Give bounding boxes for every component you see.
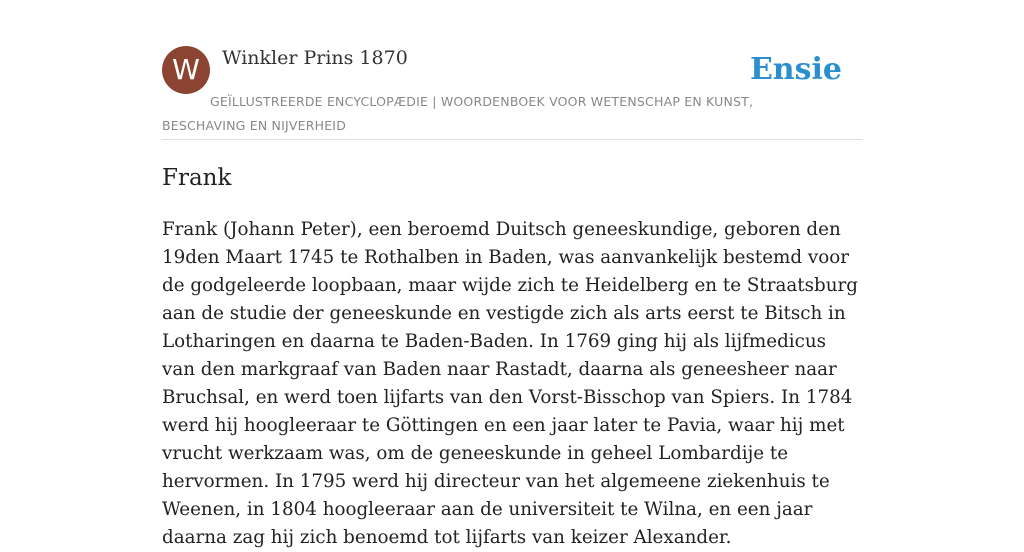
entry-body: Frank (Johann Peter), een beroemd Duitsch geneeskundige, geboren den 19den Maart 1745 te Rothalben in Baden, was aanvankelijk bestemd voor de godgeleerde loopbaan, maar wijde zich te Heidelberg en te Straatsburg aan de studie der geneeskunde en vestigde zich als arts eerst te Bitsch in Lotharingen en daarna te Baden-Baden. In 1769 ging hij als lijfmedicus van den markgraaf van Baden naar Rastadt, daarna als geneesheer naar Bruchsal, en werd toen lijfarts van den Vorst-Bisschop van Spiers. In 1784 werd hij hoogleeraar te Göttingen en een jaar later te Pavia, waar hij met vrucht werkzaam was, om de geneeskunde in geheel Lombardije te hervormen. In 1795 werd hij directeur van het algemeene ziekenhuis te Weenen, in 1804 hoogleeraar aan de universiteit te Wilna, en een jaar daarna zag hij zich benoemd tot lijfarts van keizer Alexander.	[162, 219, 858, 548]
entry-title: Frank	[162, 165, 232, 191]
source-avatar[interactable]: W	[162, 46, 210, 94]
source-subtitle: GEÏLLUSTREERDE ENCYCLOPÆDIE | WOORDENBOEK VOOR WETENSCHAP EN KUNST, BESCHAVING EN NIJVERHEID	[162, 94, 754, 133]
divider	[162, 139, 862, 140]
brand-logo[interactable]: Ensie	[749, 52, 842, 87]
source-title[interactable]: Winkler Prins 1870	[222, 47, 408, 69]
